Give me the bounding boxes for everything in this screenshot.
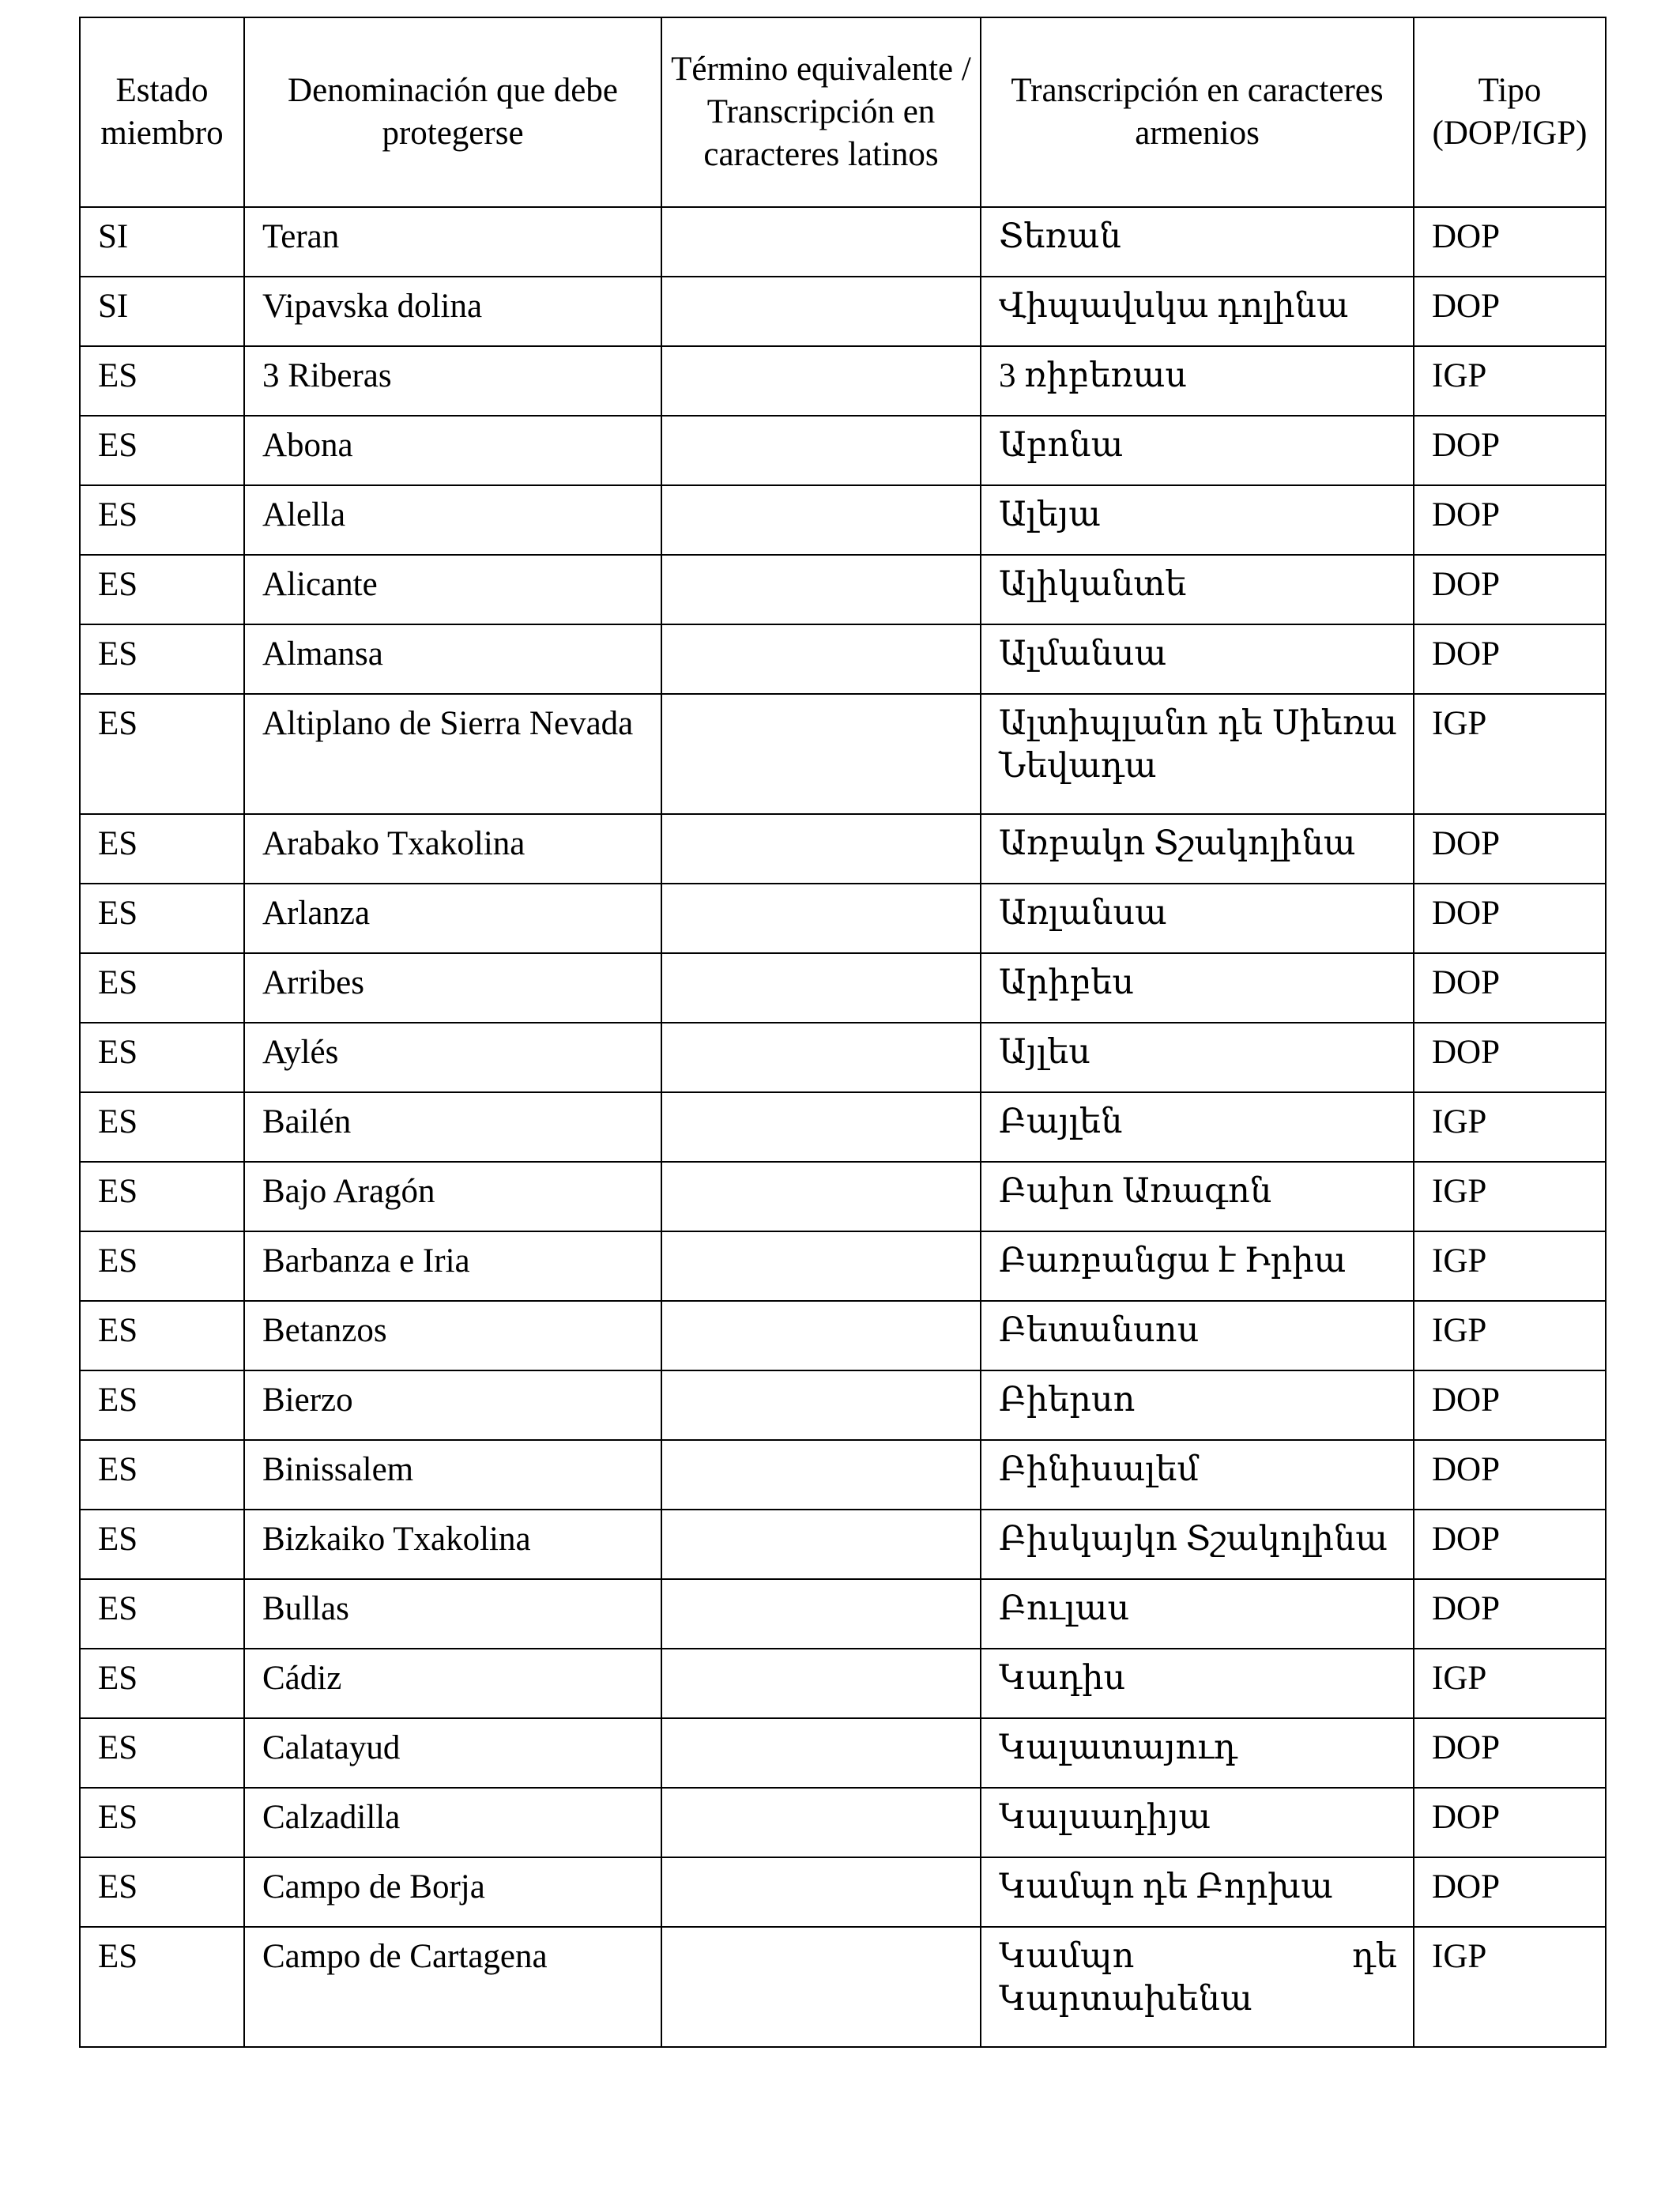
denomination-cell: Barbanza e Iria <box>244 1231 661 1301</box>
member-state-cell: ES <box>80 416 244 485</box>
type-cell: DOP <box>1414 277 1606 346</box>
armenian-transcription-cell: Բախո Առագոն <box>981 1162 1414 1231</box>
type-cell: DOP <box>1414 1370 1606 1440</box>
denomination-cell: Alicante <box>244 555 661 624</box>
armenian-transcription-cell: Բինիսալեմ <box>981 1440 1414 1510</box>
denomination-cell: Teran <box>244 207 661 277</box>
denomination-cell: Bizkaiko Txakolina <box>244 1510 661 1579</box>
type-cell: IGP <box>1414 1092 1606 1162</box>
denomination-cell: Arabako Txakolina <box>244 814 661 884</box>
table-row <box>80 1023 1606 1092</box>
denomination-cell: Abona <box>244 416 661 485</box>
equivalent-term-cell <box>661 1231 981 1301</box>
header-member-state: Estado miembro <box>80 17 244 207</box>
member-state-cell: ES <box>80 1927 244 2047</box>
armenian-transcription-cell: Կադիս <box>981 1649 1414 1718</box>
armenian-transcription-cell: Կամպո դե Կարտախենա <box>981 1927 1414 2047</box>
table-row <box>80 1927 1606 2047</box>
member-state-cell: ES <box>80 555 244 624</box>
table-row <box>80 1649 1606 1718</box>
armenian-transcription-cell: Կամպո դե Բորխա <box>981 1857 1414 1927</box>
equivalent-term-cell <box>661 1440 981 1510</box>
table-row <box>80 1162 1606 1231</box>
equivalent-term-cell <box>661 1579 981 1649</box>
table-row <box>80 1231 1606 1301</box>
type-cell: DOP <box>1414 624 1606 694</box>
armenian-transcription-cell: Բուլաս <box>981 1579 1414 1649</box>
type-cell: DOP <box>1414 416 1606 485</box>
table-row <box>80 1370 1606 1440</box>
armenian-transcription-cell: Բայլեն <box>981 1092 1414 1162</box>
denomination-cell: Bajo Aragón <box>244 1162 661 1231</box>
member-state-cell: SI <box>80 277 244 346</box>
type-cell: IGP <box>1414 346 1606 416</box>
armenian-transcription-cell: Վիպավսկա դոլինա <box>981 277 1414 346</box>
type-cell: IGP <box>1414 1649 1606 1718</box>
denomination-cell: Almansa <box>244 624 661 694</box>
table-row <box>80 694 1606 814</box>
member-state-cell: ES <box>80 814 244 884</box>
type-cell: IGP <box>1414 694 1606 814</box>
denomination-cell: Arlanza <box>244 884 661 953</box>
type-cell: IGP <box>1414 1162 1606 1231</box>
member-state-cell: ES <box>80 1440 244 1510</box>
table-row <box>80 416 1606 485</box>
equivalent-term-cell <box>661 346 981 416</box>
denomination-cell: 3 Riberas <box>244 346 661 416</box>
armenian-transcription-cell: Բառբանցա է Իրիա <box>981 1231 1414 1301</box>
member-state-cell: ES <box>80 953 244 1023</box>
armenian-transcription-cell: Բետանսոս <box>981 1301 1414 1370</box>
table-header-row <box>80 17 1606 207</box>
header-armenian-transcription: Transcripción en caracteres armenios <box>981 17 1414 207</box>
member-state-cell: ES <box>80 1649 244 1718</box>
member-state-cell: ES <box>80 1092 244 1162</box>
equivalent-term-cell <box>661 884 981 953</box>
armenian-transcription-cell: Կալատայուդ <box>981 1718 1414 1788</box>
type-cell: DOP <box>1414 1023 1606 1092</box>
denomination-cell: Aylés <box>244 1023 661 1092</box>
member-state-cell: ES <box>80 1788 244 1857</box>
denomination-cell: Calatayud <box>244 1718 661 1788</box>
table-row <box>80 1579 1606 1649</box>
table-row <box>80 814 1606 884</box>
equivalent-term-cell <box>661 555 981 624</box>
type-cell: IGP <box>1414 1231 1606 1301</box>
denomination-cell: Vipavska dolina <box>244 277 661 346</box>
member-state-cell: SI <box>80 207 244 277</box>
type-cell: DOP <box>1414 1857 1606 1927</box>
armenian-transcription-cell: Այլես <box>981 1023 1414 1092</box>
table-row <box>80 884 1606 953</box>
type-cell: DOP <box>1414 1718 1606 1788</box>
table-row <box>80 1510 1606 1579</box>
equivalent-term-cell <box>661 624 981 694</box>
type-cell: DOP <box>1414 1579 1606 1649</box>
armenian-transcription-cell: Արիբես <box>981 953 1414 1023</box>
header-equivalent-term: Término equivalente / Transcripción en caracteres latinos <box>661 17 981 207</box>
table-row <box>80 1092 1606 1162</box>
equivalent-term-cell <box>661 1857 981 1927</box>
header-denomination: Denominación que debe protegerse <box>244 17 661 207</box>
type-cell: IGP <box>1414 1927 1606 2047</box>
equivalent-term-cell <box>661 1718 981 1788</box>
table-row <box>80 1440 1606 1510</box>
member-state-cell: ES <box>80 624 244 694</box>
armenian-transcription-cell: Բիերսո <box>981 1370 1414 1440</box>
table-row <box>80 1301 1606 1370</box>
table-row <box>80 953 1606 1023</box>
member-state-cell: ES <box>80 1579 244 1649</box>
equivalent-term-cell <box>661 207 981 277</box>
table-row <box>80 277 1606 346</box>
table-row <box>80 207 1606 277</box>
member-state-cell: ES <box>80 694 244 814</box>
denomination-cell: Alella <box>244 485 661 555</box>
equivalent-term-cell <box>661 1370 981 1440</box>
denomination-cell: Campo de Cartagena <box>244 1927 661 2047</box>
table-row <box>80 1857 1606 1927</box>
table-row <box>80 555 1606 624</box>
type-cell: DOP <box>1414 884 1606 953</box>
equivalent-term-cell <box>661 1788 981 1857</box>
equivalent-term-cell <box>661 277 981 346</box>
member-state-cell: ES <box>80 1718 244 1788</box>
equivalent-term-cell <box>661 1023 981 1092</box>
denomination-cell: Bullas <box>244 1579 661 1649</box>
armenian-transcription-cell: Բիսկայկո Տշակոլինա <box>981 1510 1414 1579</box>
table-row <box>80 485 1606 555</box>
armenian-transcription-cell: Ալմանսա <box>981 624 1414 694</box>
armenian-transcription-cell: Աբոնա <box>981 416 1414 485</box>
equivalent-term-cell <box>661 694 981 814</box>
type-cell: DOP <box>1414 485 1606 555</box>
denomination-cell: Binissalem <box>244 1440 661 1510</box>
table-body <box>80 207 1606 2047</box>
equivalent-term-cell <box>661 416 981 485</box>
equivalent-term-cell <box>661 814 981 884</box>
armenian-transcription-cell: Կալսադիյա <box>981 1788 1414 1857</box>
denomination-cell: Campo de Borja <box>244 1857 661 1927</box>
type-cell: DOP <box>1414 207 1606 277</box>
type-cell: DOP <box>1414 555 1606 624</box>
armenian-transcription-cell: Առլանսա <box>981 884 1414 953</box>
armenian-transcription-cell: Ալտիպլանո դե Սիեռա Նեվադա <box>981 694 1414 814</box>
equivalent-term-cell <box>661 485 981 555</box>
table-row <box>80 346 1606 416</box>
equivalent-term-cell <box>661 1649 981 1718</box>
denomination-cell: Bailén <box>244 1092 661 1162</box>
member-state-cell: ES <box>80 1857 244 1927</box>
denomination-cell: Arribes <box>244 953 661 1023</box>
armenian-transcription-cell: 3 ռիբեռաս <box>981 346 1414 416</box>
member-state-cell: ES <box>80 1162 244 1231</box>
armenian-transcription-cell: Ալեյա <box>981 485 1414 555</box>
equivalent-term-cell <box>661 953 981 1023</box>
equivalent-term-cell <box>661 1510 981 1579</box>
type-cell: DOP <box>1414 1788 1606 1857</box>
table-row <box>80 624 1606 694</box>
denomination-cell: Altiplano de Sierra Nevada <box>244 694 661 814</box>
denomination-cell: Bierzo <box>244 1370 661 1440</box>
denominations-table <box>79 17 1607 2048</box>
type-cell: DOP <box>1414 1510 1606 1579</box>
equivalent-term-cell <box>661 1927 981 2047</box>
type-cell: DOP <box>1414 953 1606 1023</box>
member-state-cell: ES <box>80 1301 244 1370</box>
member-state-cell: ES <box>80 485 244 555</box>
equivalent-term-cell <box>661 1092 981 1162</box>
member-state-cell: ES <box>80 1231 244 1301</box>
equivalent-term-cell <box>661 1162 981 1231</box>
table-row <box>80 1718 1606 1788</box>
type-cell: DOP <box>1414 814 1606 884</box>
denomination-cell: Cádiz <box>244 1649 661 1718</box>
armenian-transcription-cell: Տեռան <box>981 207 1414 277</box>
equivalent-term-cell <box>661 1301 981 1370</box>
member-state-cell: ES <box>80 884 244 953</box>
header-type: Tipo (DOP/IGP) <box>1414 17 1606 207</box>
type-cell: DOP <box>1414 1440 1606 1510</box>
armenian-transcription-cell: Առբակո Տշակոլինա <box>981 814 1414 884</box>
member-state-cell: ES <box>80 346 244 416</box>
member-state-cell: ES <box>80 1023 244 1092</box>
member-state-cell: ES <box>80 1510 244 1579</box>
denomination-cell: Betanzos <box>244 1301 661 1370</box>
type-cell: IGP <box>1414 1301 1606 1370</box>
table-row <box>80 1788 1606 1857</box>
denomination-cell: Calzadilla <box>244 1788 661 1857</box>
armenian-transcription-cell: Ալիկանտե <box>981 555 1414 624</box>
member-state-cell: ES <box>80 1370 244 1440</box>
